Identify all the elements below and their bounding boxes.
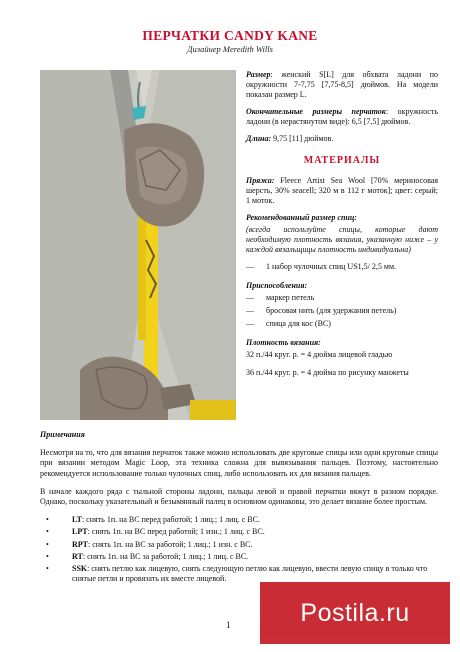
tools-item xyxy=(246,319,438,329)
tools-item-text: маркер петель xyxy=(266,293,315,302)
abbreviation-desc: : снять петлю как лицевую, снять следующую петлю как лицевую, ввести левую спицу в только что снятые петли и провязать их вместе лицевой. xyxy=(72,564,428,584)
abbreviation-item xyxy=(40,552,438,562)
gauge-line-2: 36 п./44 круг. р. = 4 дюйма по рисунку манжеты xyxy=(246,368,409,377)
abbreviation-text xyxy=(72,540,253,550)
size-label: Размер xyxy=(246,70,271,79)
notes-paragraph-2: В начале каждого ряда с тыльной стороны ладони, пальцы левой и правой перчатки вяжут в разном порядке. Однако, поскольку указательный и безымянный палец в основном одинаковы, это делает вязание более простым. xyxy=(40,486,438,507)
gauge-line-1: 32 п./44 круг. р. = 4 дюйма лицевой гладью xyxy=(246,350,393,359)
tools-label: Приспособления: xyxy=(246,281,308,290)
final-size-paragraph xyxy=(246,107,438,127)
length-label: Длина: xyxy=(246,134,272,143)
gauge-label: Плотность вязания: xyxy=(246,338,321,347)
tools-item xyxy=(246,293,438,303)
abbreviation-code: RT xyxy=(72,551,83,561)
length-paragraph xyxy=(246,134,438,144)
dash-mark: — xyxy=(246,319,254,328)
size-paragraph xyxy=(246,70,438,100)
abbreviation-code: SSK xyxy=(72,564,88,574)
abbreviation-text xyxy=(72,515,260,525)
needles-label-line xyxy=(246,213,438,223)
tools-label-line xyxy=(246,281,438,291)
needles-item-text: 1 набор чулочных спиц US1,5/ 2,5 мм. xyxy=(266,262,397,271)
designer-credit: Дизайнер Meredith Wills xyxy=(187,44,273,54)
abbreviation-item xyxy=(40,515,438,525)
gloves-photo xyxy=(40,70,236,420)
page-title: ПЕРЧАТКИ CANDY KANE xyxy=(142,28,318,43)
page-number: 1 xyxy=(226,620,231,630)
abbreviation-code: LT xyxy=(72,515,82,525)
dash-mark: — xyxy=(246,293,254,302)
needles-note: (всегда используйте спицы, которые дают необходимую плотность вязания, указанную ниже – у каждой вязальщицы плотность индивидуальна) xyxy=(246,225,438,254)
abbreviation-text xyxy=(72,552,248,562)
yarn-paragraph xyxy=(246,176,438,206)
tools-item xyxy=(246,306,438,316)
right-column xyxy=(246,70,438,385)
bullet-icon: • xyxy=(46,539,49,549)
notes-heading: Примечания xyxy=(40,430,85,439)
abbreviation-item xyxy=(40,527,438,537)
abbreviation-desc: : снять 1п. на ВС перед работой; 1 лиц.; 1 лиц. с ВС. xyxy=(81,515,260,525)
tools-item-text: бросовая нить (для удержания петель) xyxy=(266,306,397,315)
abbreviation-desc: : снять 1п. на ВС перед работой; 1 изн.; 1 лиц. с ВС. xyxy=(87,527,265,537)
size-text: : женский S[L] для обхвата ладони по окружности 7-7,75 [7,75-8,5] дюймов. На модели показан размер L. xyxy=(246,70,438,99)
bullet-icon: • xyxy=(46,515,49,525)
gloves-illustration xyxy=(40,70,236,420)
abbreviation-text xyxy=(72,527,265,537)
bullet-icon: • xyxy=(46,551,49,561)
materials-heading: МАТЕРИАЛЫ xyxy=(303,155,381,166)
notes-section xyxy=(40,430,438,586)
notes-paragraph-1: Несмотря на то, что для вязания перчаток также можно использовать две круговые спицы или одни круговые спицы при вязании методом Magic Loop, эта техника сложна для вывязывания пальцев. Поэтому, настоятельно рекомендуется использование только чулочных спиц, либо использовать их для вязания пальцев. xyxy=(40,448,438,478)
abbreviation-item xyxy=(40,540,438,550)
needles-item xyxy=(246,262,438,272)
abbreviation-desc: : снять 1п. на ВС за работой; 1 лиц.; 1 лиц. с ВС. xyxy=(82,551,249,561)
watermark-logo: Postila.ru xyxy=(260,582,450,644)
abbreviation-code: LPT xyxy=(72,527,88,537)
abbreviation-code: RPT xyxy=(72,539,88,549)
abbreviation-desc: : снять 1п. на ВС за работой; 1 лиц.; 1 изн. с ВС. xyxy=(88,539,253,549)
bullet-icon: • xyxy=(46,527,49,537)
dash-mark: — xyxy=(246,262,254,271)
final-size-label: Окончательные размеры перчаток xyxy=(246,107,386,116)
final-size-text: : окружность ладони (в нерастянутом виде): 6,5 [7,5] дюймов. xyxy=(246,107,438,126)
bullet-icon: • xyxy=(46,564,49,574)
yarn-label: Пряжа: xyxy=(246,176,275,185)
yarn-text: Fleece Artist Sea Wool [70% мериносовая шерсть, 30% seacell; 320 м в 112 г моток]; цвет: серый; 1 моток. xyxy=(246,176,438,205)
needles-label: Рекомендованный размер спиц: xyxy=(246,213,357,222)
dash-mark: — xyxy=(246,306,254,315)
tools-item-text: спица для кос (ВС) xyxy=(266,319,331,328)
gauge-label-line xyxy=(246,338,438,348)
length-text: 9,75 [11] дюймов. xyxy=(271,134,334,143)
